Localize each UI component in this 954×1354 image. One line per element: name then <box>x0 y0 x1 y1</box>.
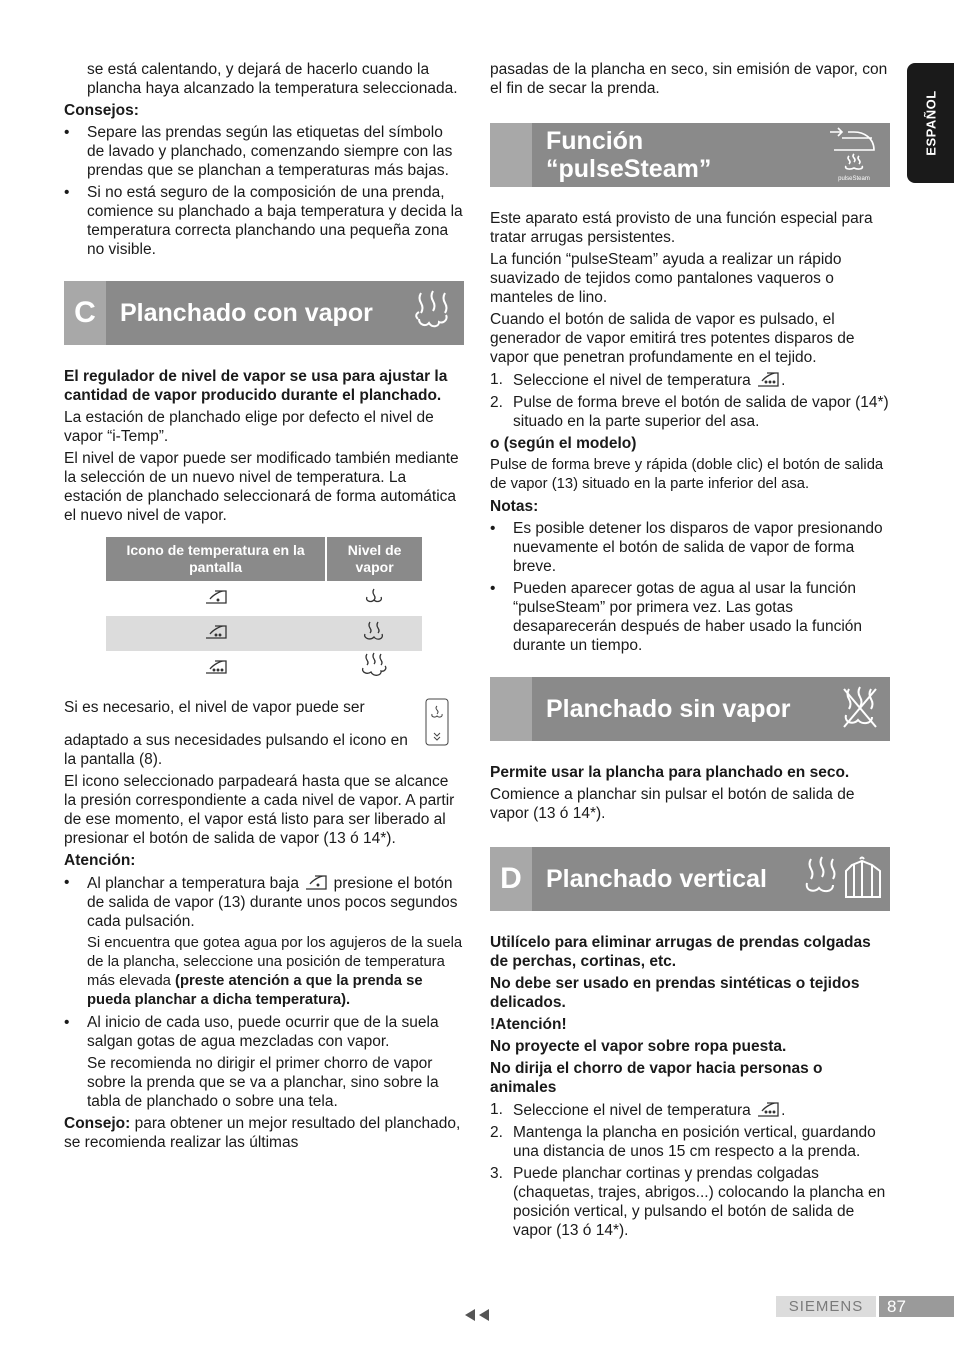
attention-list <box>64 873 464 1111</box>
left-column <box>64 60 464 1155</box>
list-item: • Al inicio de cada uso, puede ocurrir que de la suela salgan gotas de agua mezcladas con vapor. Se recomienda no dirigir el primer chorro de vapor sobre la prenda que se va a planchar, sino sobre la tabla de planchado o sobre una tela. <box>64 1013 464 1111</box>
or-label: o (según el modelo) <box>490 435 637 452</box>
steam-level-1-icon <box>363 587 385 605</box>
steam-level-table <box>106 537 422 686</box>
no-steam-icon <box>840 685 880 736</box>
paragraph: Comience a planchar sin pulsar el botón de salida de vapor (13 ó 14*). <box>490 786 855 822</box>
paragraph: No debe ser usado en prendas sintéticas o tejidos delicados. <box>490 975 860 1011</box>
language-tab <box>907 63 954 183</box>
paragraph: No dirija el chorro de vapor hacia personas o animales <box>490 1060 823 1096</box>
pulsesteam-icon <box>828 126 880 189</box>
language-label: ESPAÑOL <box>923 90 938 156</box>
right-column <box>490 60 890 1243</box>
temp-high-icon <box>203 656 229 676</box>
section-header-pulsesteam <box>490 123 890 187</box>
temp-high-icon <box>755 370 781 388</box>
steam-level-3-icon <box>359 652 389 680</box>
section-letter: D <box>490 847 532 911</box>
section-title: Planchado sin vapor <box>546 695 791 723</box>
section-title: Planchado vertical <box>546 865 767 893</box>
notes-label: Notas: <box>490 498 539 515</box>
table-row <box>106 616 422 651</box>
steam-level-2-icon <box>361 620 387 642</box>
attention-label: Atención: <box>64 852 136 869</box>
dry-lead: Permite usar la plancha para planchado en seco. <box>490 764 850 781</box>
steam-adjust-block <box>64 698 464 769</box>
section-header-vertical-ironing <box>490 847 890 911</box>
list-item: • Es posible detener los disparos de vapor presionando nuevamente el botón de salida de vapor de forma breve. <box>490 519 890 576</box>
list-item: 1. Seleccione el nivel de temperatura . <box>490 1101 786 1119</box>
table-header: Icono de temperatura en la pantalla <box>106 537 326 581</box>
steps-list <box>490 370 890 431</box>
section-title: Planchado con vapor <box>120 299 373 327</box>
list-item: 1. Seleccione el nivel de temperatura . <box>490 371 786 389</box>
table-row <box>106 651 422 686</box>
list-item: • Si no está seguro de la composición de una prenda, comience su planchado a baja temperatura y decida la temperatura correcta planchando una pequeña zona no visible. <box>64 183 464 259</box>
section-header-dry-ironing <box>490 677 890 741</box>
list-item: 3. Puede planchar cortinas y prendas colgadas (chaquetas, trajes, abrigos...) colocando la plancha en posición vertical, y pulsando el botón de salida de vapor (13 ó 14*). <box>490 1165 886 1239</box>
paragraph: !Atención! <box>490 1016 567 1033</box>
paragraph: La función “pulseSteam” ayuda a realizar un rápido suavizado de tejidos como pantalones vaqueros o manteles de lino. <box>490 251 842 306</box>
tip-paragraph: Consejo: para obtener un mejor resultado del planchado, se recomienda realizar las últimas <box>64 1115 461 1151</box>
page-number: 87 <box>879 1296 954 1317</box>
section-letter: C <box>64 281 106 345</box>
table-row <box>106 581 422 616</box>
list-item: 2. Mantenga la plancha en posición vertical, guardando una distancia de unos 15 cm respecto a la prenda. <box>490 1124 876 1160</box>
steam-garment-icon <box>802 855 886 906</box>
steam-icon <box>412 289 454 340</box>
steps-list <box>490 1100 890 1240</box>
steam-button-icon <box>425 698 449 751</box>
paragraph: adaptado a sus necesidades pulsando el icono en la pantalla (8). <box>64 732 408 768</box>
paragraph: No proyecte el vapor sobre ropa puesta. <box>490 1038 787 1055</box>
list-item: • Pueden aparecer gotas de agua al usar la función “pulseSteam” por primera vez. Las gotas desaparecerán después de haber usado la función durante un tiempo. <box>490 579 890 655</box>
tips-list <box>64 123 464 259</box>
brand-label: SIEMENS <box>776 1296 876 1317</box>
paragraph: Si es necesario, el nivel de vapor puede ser <box>64 699 365 716</box>
paragraph: Utilícelo para eliminar arrugas de prendas colgadas de perchas, cortinas, etc. <box>490 934 871 970</box>
paragraph: Este aparato está provisto de una función especial para tratar arrugas persistentes. <box>490 210 873 246</box>
section-letter-blank <box>490 677 532 741</box>
table-header: Nivel de vapor <box>326 537 422 581</box>
section-title: Función “pulseSteam” <box>546 127 712 183</box>
paragraph: La estación de planchado elige por defecto el nivel de vapor “i-Temp”. <box>64 409 434 445</box>
notes-list <box>490 519 890 655</box>
temp-high-icon <box>755 1100 781 1118</box>
tips-label: Consejos: <box>64 102 139 119</box>
temp-medium-icon <box>203 621 229 641</box>
intro-text: pasadas de la plancha en seco, sin emisión de vapor, con el fin de secar la prenda. <box>490 61 888 97</box>
svg-text:pulseSteam: pulseSteam <box>838 176 870 182</box>
paragraph: El icono seleccionado parpadeará hasta que se alcance la presión correspondiente a cada nivel de vapor. A partir de ese momento, el vapor está listo para ser liberado al presionar el botón de salida de vapor (13 ó 14*). <box>64 773 455 847</box>
paragraph: Cuando el botón de salida de vapor es pulsado, el generador de vapor emitirá tres potentes disparos de vapor que penetran profundamente en el tejido. <box>490 311 855 366</box>
list-item: • Separe las prendas según las etiquetas del símbolo de lavado y planchado, comenzando siempre con las prendas que se planchan a temperaturas más bajas. <box>64 123 464 180</box>
section-letter-blank <box>490 123 532 187</box>
intro-text: se está calentando, y dejará de hacerlo cuando la plancha haya alcanzado la temperatura seleccionada. <box>87 61 458 97</box>
section-header-steam-ironing <box>64 281 464 345</box>
list-subtext: Se recomienda no dirigir el primer chorro de vapor sobre la prenda que se va a planchar, sino sobre la tabla de planchado o sobre una tela. <box>87 1055 439 1110</box>
paragraph: Pulse de forma breve y rápida (doble clic) el botón de salida de vapor (13) situado en la parte inferior del asa. <box>490 457 884 492</box>
list-subtext: Si encuentra que gotea agua por los agujeros de la suela de la plancha, seleccione una posición de temperatura más elevada (preste atención a que la prenda se pueda planchar a dicha temperatura). <box>87 935 463 1008</box>
list-item: 2. Pulse de forma breve el botón de salida de vapor (14*) situado en la parte superior del asa. <box>490 394 889 430</box>
list-item: • Al planchar a temperatura baja presione el botón de salida de vapor (13) durante unos pocos segundos cada pulsación. Si encuentra que gotea agua por los agujeros de la suela de la plancha, seleccione una posición de temperatura más elevada (preste atención a que la prenda se pueda planchar a dicha temperatura). <box>64 873 464 1010</box>
temp-low-icon <box>203 586 229 606</box>
paragraph: El nivel de vapor puede ser modificado también mediante la selección de un nuevo nivel de temperatura. La estación de planchado seleccionará de forma automática el nuevo nivel de vapor. <box>64 450 459 524</box>
temp-low-icon <box>303 873 329 891</box>
steam-lead: El regulador de nivel de vapor se usa para ajustar la cantidad de vapor producido durante el planchado. <box>64 368 448 404</box>
back-arrows-icon[interactable] <box>463 1307 491 1328</box>
